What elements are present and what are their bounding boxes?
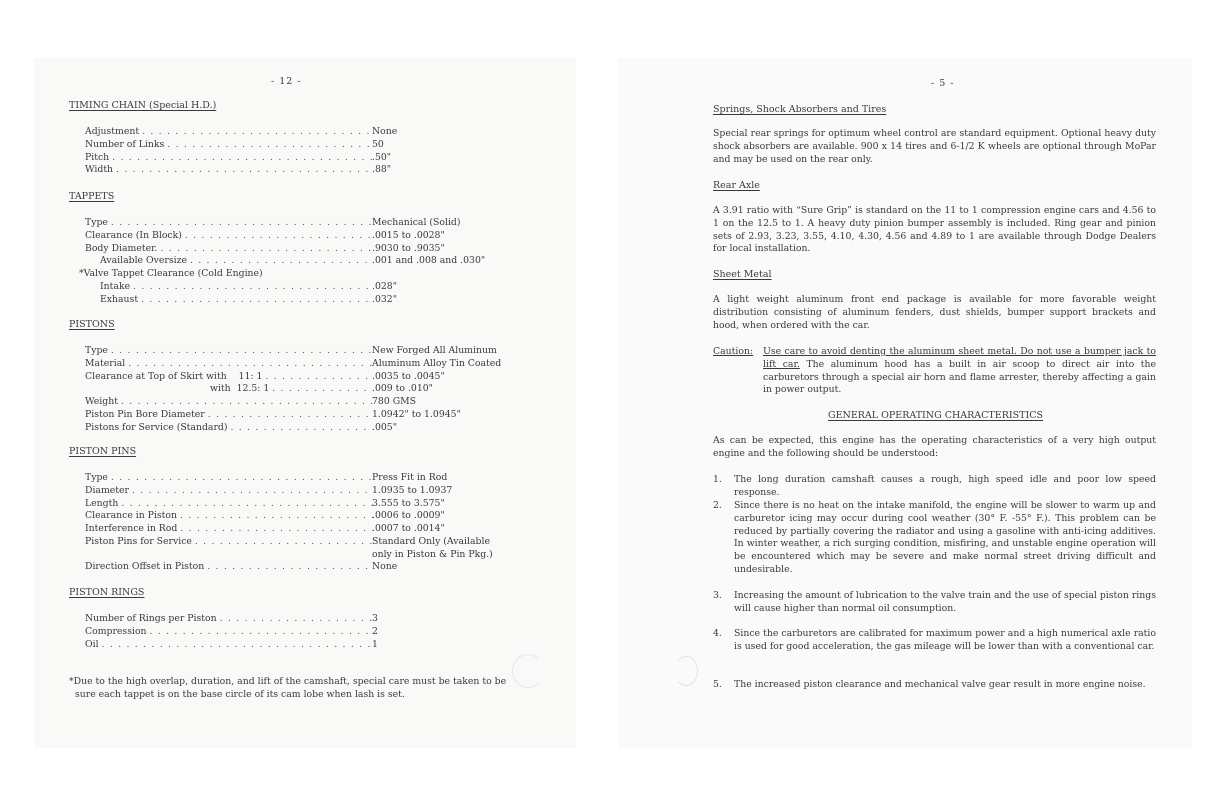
spec-label: Number of Links <box>85 138 165 150</box>
spec-row <box>85 139 545 152</box>
spec-row <box>85 371 545 384</box>
spec-value: Standard Only (Available <box>372 535 490 547</box>
sheet-metal-paragraph: A light weight aluminum front end package is available for more favorable weight distribution consisting of aluminum fenders, dust shields, bumper support brackets and hood, when ordered with the car. <box>713 294 1156 331</box>
dot-leader <box>138 294 373 305</box>
item-number: 2. <box>713 500 722 511</box>
spec-label: Type <box>85 345 108 356</box>
spec-value: None <box>372 126 398 137</box>
spec-row <box>85 358 545 371</box>
spec-label: Clearance in Piston <box>85 510 178 522</box>
dot-leader <box>158 243 374 254</box>
spec-value: 3.555 to 3.575" <box>372 497 445 509</box>
item-text: Increasing the amount of lubrication to the valve train and the use of special piston rings will cause higher than normal oil consumption. <box>734 590 1156 614</box>
spec-value: .9030 to .9035" <box>372 242 445 254</box>
dot-leader <box>227 422 373 433</box>
spec-label: Body Diameter. <box>85 242 158 254</box>
spec-row <box>85 126 545 139</box>
section-heading-timing-chain: TIMING CHAIN (Special H.D.) <box>69 100 217 111</box>
section-heading-tappets: TAPPETS <box>69 191 115 202</box>
section-heading-rear-axle: Rear Axle <box>713 180 760 191</box>
dot-leader <box>177 510 373 521</box>
spec-label: Weight <box>85 396 118 407</box>
spec-row <box>85 523 545 536</box>
item-text: The increased piston clearance and mechanical valve gear result in more engine noise. <box>734 679 1146 690</box>
spec-row <box>85 639 545 652</box>
springs-paragraph: Special rear springs for optimum wheel control are standard equipment. Optional heavy duty shock absorbers are available. 900 x 14 tires and 6-1/2 K wheels are optional through MoPar and may be used on the rear only. <box>713 128 1156 165</box>
spec-value: .50" <box>372 151 392 163</box>
spec-list-tappets <box>79 217 545 306</box>
spec-value: .032" <box>372 293 397 305</box>
spec-value: .0035 to .0045" <box>372 370 445 382</box>
spec-label: Available Oversize <box>100 255 187 267</box>
numbered-item <box>713 500 1156 577</box>
caution-note <box>713 346 1156 397</box>
item-text: Since there is no heat on the intake manifold, the engine will be slower to warm up and carburetor icing may occur during cool weather (30° F. -55° F.). This problem can be reduced by partially covering the radiator and using a gasoline with anti-icing additives. In winter weather, a rich surging condition, misfiring, and unstable engine operation will be encountered which may be severe and make normal street driving difficult and undesirable. <box>734 500 1156 575</box>
dot-leader <box>118 396 373 407</box>
spec-row <box>85 409 545 422</box>
spec-row <box>85 613 545 626</box>
spec-label: with 12.5: 1 <box>210 383 270 395</box>
spec-row <box>85 281 545 294</box>
spec-value: .005" <box>372 421 397 433</box>
spec-value: 50 <box>372 138 384 150</box>
numbered-item <box>713 590 1156 616</box>
punch-hole-mark <box>512 654 544 688</box>
dot-leader <box>113 164 373 175</box>
spec-value: .88" <box>372 164 392 176</box>
spec-row <box>85 152 545 165</box>
caution-text: The aluminum hood has a built in air scoop to direct air into the carburetors through a special air horn and flame arrester, thereby affecting a gain in power output. <box>763 358 1156 396</box>
dot-leader <box>262 371 373 382</box>
spec-value: .0007 to .0014" <box>372 523 445 534</box>
spec-row <box>85 561 545 574</box>
spec-value: 2 <box>372 625 378 637</box>
numbered-item <box>713 474 1156 500</box>
spec-value: None <box>372 561 398 573</box>
spec-label: Exhaust <box>100 293 139 305</box>
spec-row <box>85 626 545 639</box>
footnote-line: *Due to the high overlap, duration, and lift of the camshaft, special care must be taken to be <box>69 676 507 687</box>
spec-row <box>85 294 545 307</box>
spec-label: Piston Pin Bore Diameter <box>85 408 205 420</box>
spec-row <box>85 243 545 256</box>
dot-leader <box>269 383 373 394</box>
general-intro: As can be expected, this engine has the operating characteristics of a very high output engine and the following should be understood: <box>713 435 1156 459</box>
numbered-item <box>713 679 1156 692</box>
spec-row <box>79 268 545 281</box>
item-text: Since the carburetors are calibrated for maximum power and a high numerical axle ratio is used for good acceleration, the gas mileage will be lower than with a conventional car. <box>734 628 1156 652</box>
spec-row <box>85 255 545 268</box>
section-heading-piston-rings: PISTON RINGS <box>69 587 145 598</box>
footnote <box>69 676 549 701</box>
spec-value: Press Fit in Rod <box>372 472 448 483</box>
spec-row <box>85 498 545 511</box>
dot-leader <box>108 472 373 483</box>
spec-label: Clearance (In Block) <box>85 229 182 241</box>
spec-value: .0015 to .0028" <box>372 229 445 241</box>
dot-leader <box>130 281 373 292</box>
spec-label: Length <box>85 497 119 509</box>
spec-label: Diameter <box>85 484 129 496</box>
spec-value: .0006 to .0009" <box>372 510 445 522</box>
spec-label: Adjustment <box>85 126 140 137</box>
spec-value: 1.0942" to 1.0945" <box>372 408 461 420</box>
dot-leader <box>192 536 373 547</box>
left-page <box>34 58 576 748</box>
spec-row <box>85 549 545 562</box>
section-heading-piston-pins: PISTON PINS <box>69 446 137 457</box>
spec-value: .028" <box>372 280 397 292</box>
spec-label: Clearance at Top of Skirt with 11: 1 <box>85 370 263 382</box>
dot-leader <box>204 561 373 572</box>
spec-value: only in Piston & Pin Pkg.) <box>372 548 493 560</box>
item-number: 4. <box>713 628 722 639</box>
dot-leader <box>99 639 373 650</box>
dot-leader <box>147 626 373 637</box>
numbered-item <box>713 628 1156 654</box>
spec-value: 1.0935 to 1.0937 <box>372 484 453 496</box>
spec-label: Piston Pins for Service <box>85 535 192 547</box>
dot-leader <box>125 358 373 369</box>
spec-row <box>85 510 545 523</box>
page-number: - 5 - <box>931 78 955 89</box>
spec-label: *Valve Tappet Clearance (Cold Engine) <box>79 268 263 279</box>
spec-row <box>85 217 545 230</box>
spec-label: Width <box>85 164 114 176</box>
spec-label: Material <box>85 357 126 369</box>
spec-label: Interference in Rod <box>85 523 178 534</box>
dot-leader <box>164 139 373 150</box>
spec-list-piston-pins <box>85 472 545 574</box>
caution-warning: Use care to avoid denting the aluminum sheet metal. Do not use a bumper jack to lift car. <box>763 346 1156 370</box>
punch-hole-mark <box>674 656 698 686</box>
dot-leader <box>118 498 373 509</box>
spec-value: .009 to .010" <box>372 383 433 395</box>
spec-label: Type <box>85 217 108 228</box>
section-heading-sheet-metal: Sheet Metal <box>713 269 772 280</box>
spec-row <box>85 345 545 358</box>
dot-leader <box>108 217 373 228</box>
spec-value: .001 and .008 and .030" <box>372 255 486 267</box>
spec-label: Type <box>85 472 108 483</box>
spec-value: 780 GMS <box>372 396 417 407</box>
dot-leader <box>182 230 373 241</box>
spec-row <box>85 396 545 409</box>
dot-leader <box>205 409 373 420</box>
dot-leader <box>187 255 373 266</box>
item-number: 5. <box>713 679 722 690</box>
spec-list-pistons <box>85 345 545 434</box>
caution-label: Caution: <box>713 346 754 357</box>
dot-leader <box>129 485 373 496</box>
spec-value: Mechanical (Solid) <box>372 217 461 228</box>
page-number: - 12 - <box>271 76 302 87</box>
section-heading-general: GENERAL OPERATING CHARACTERISTICS <box>828 410 1043 421</box>
item-number: 1. <box>713 474 722 485</box>
section-heading-pistons: PISTONS <box>69 319 115 330</box>
item-text: The long duration camshaft causes a rough, high speed idle and poor low speed response. <box>734 474 1156 498</box>
spec-label: Compression <box>85 625 147 637</box>
spec-label: Pistons for Service (Standard) <box>85 421 228 433</box>
spec-row <box>85 164 545 177</box>
spec-label: Direction Offset in Piston <box>85 561 205 573</box>
rear-axle-paragraph: A 3.91 ratio with “Sure Grip” is standard on the 11 to 1 compression engine cars and 4.56 to 1 on the 12.5 to 1. A heavy duty pinion bumper assembly is included. Ring gear and pinion sets of 2.93, 3.23, 3.55, 4.10, 4.30, 4.56 and 4.89 to 1 are available through Dodge Dealers for local installation. <box>713 205 1156 255</box>
dot-leader <box>177 523 373 534</box>
footnote-line: sure each tappet is on the base circle of its cam lobe when lash is set. <box>75 688 405 700</box>
spec-list-piston-rings <box>85 613 545 651</box>
spec-value: 1 <box>372 638 378 650</box>
spec-label: Intake <box>100 280 131 292</box>
spec-value: 3 <box>372 613 378 624</box>
spec-label: Pitch <box>85 151 110 163</box>
dot-leader <box>139 126 373 137</box>
spec-row <box>85 472 545 485</box>
dot-leader <box>217 613 373 624</box>
dot-leader <box>108 345 373 356</box>
spec-row <box>85 485 545 498</box>
spec-row <box>85 383 545 396</box>
right-page <box>618 58 1192 748</box>
spec-value: Aluminum Alloy Tin Coated <box>372 357 502 369</box>
spec-row <box>85 230 545 243</box>
item-number: 3. <box>713 590 722 601</box>
spec-label: Oil <box>85 638 99 650</box>
spec-list-timing-chain <box>85 126 545 177</box>
spec-value: New Forged All Aluminum <box>372 345 497 356</box>
spec-row <box>85 422 545 435</box>
section-heading-springs: Springs, Shock Absorbers and Tires <box>713 104 887 115</box>
spec-row <box>85 536 545 549</box>
dot-leader <box>109 152 373 163</box>
spec-label: Number of Rings per Piston <box>85 613 217 624</box>
